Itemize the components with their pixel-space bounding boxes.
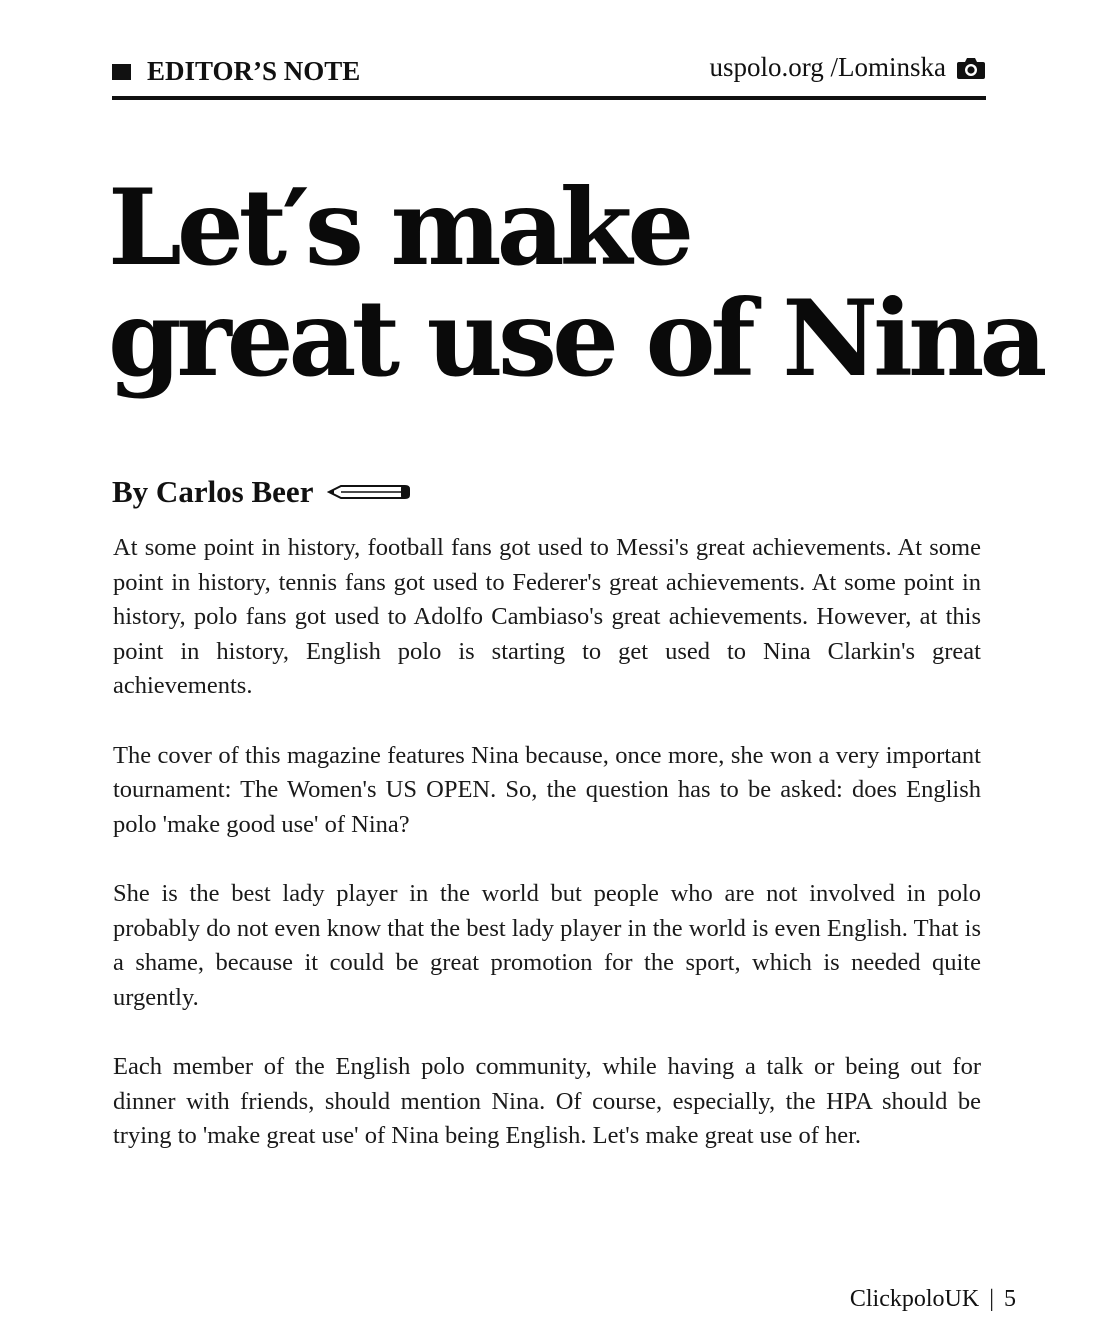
photo-credit-text: uspolo.org /Lominska	[709, 52, 946, 82]
square-bullet-icon	[112, 64, 131, 80]
page-header	[112, 52, 986, 96]
camera-icon	[956, 56, 986, 80]
headline-line-1: Let′s make	[108, 165, 690, 289]
header-rule	[112, 96, 986, 100]
publication-name: ClickpoloUK	[849, 1286, 980, 1312]
article-body	[113, 531, 981, 1188]
section-label	[112, 56, 360, 87]
page-number: 5	[1004, 1286, 1016, 1312]
paragraph: She is the best lady player in the world but people who are not involved in polo probably do not even know that the best lady player in the world is even English. That is a shame, because it could be great promotion for the sport, which is needed quite urgently.	[113, 879, 981, 1011]
pencil-icon	[327, 482, 411, 502]
paragraph: At some point in history, football fans got used to Messi's great achievements. At some point in history, tennis fans got used to Federer's great achievements. At some point in history, polo fans got used to Adolfo Cambiaso's great achievements. However, at this point in history, English polo is starting to get used to Nina Clarkin's great achievements.	[113, 534, 981, 700]
page-footer	[850, 1286, 1016, 1313]
byline-text: By Carlos Beer	[112, 474, 314, 509]
article-headline	[108, 165, 1068, 400]
byline	[112, 474, 411, 510]
photo-credit	[709, 52, 986, 83]
footer-separator: |	[989, 1286, 994, 1312]
section-label-text: EDITOR’S NOTE	[147, 56, 361, 86]
paragraph: Each member of the English polo community, while having a talk or being out for dinner with friends, should mention Nina. Of course, especially, the HPA should be trying to 'make great use' of Nina being English. Let's make great use of her.	[113, 1052, 981, 1150]
paragraph: The cover of this magazine features Nina because, once more, she won a very important tournament: The Women's US OPEN. So, the question has to be asked: does English polo 'make good use' of Nina?	[113, 741, 981, 838]
headline-line-2: great use of Nina	[108, 276, 1043, 400]
